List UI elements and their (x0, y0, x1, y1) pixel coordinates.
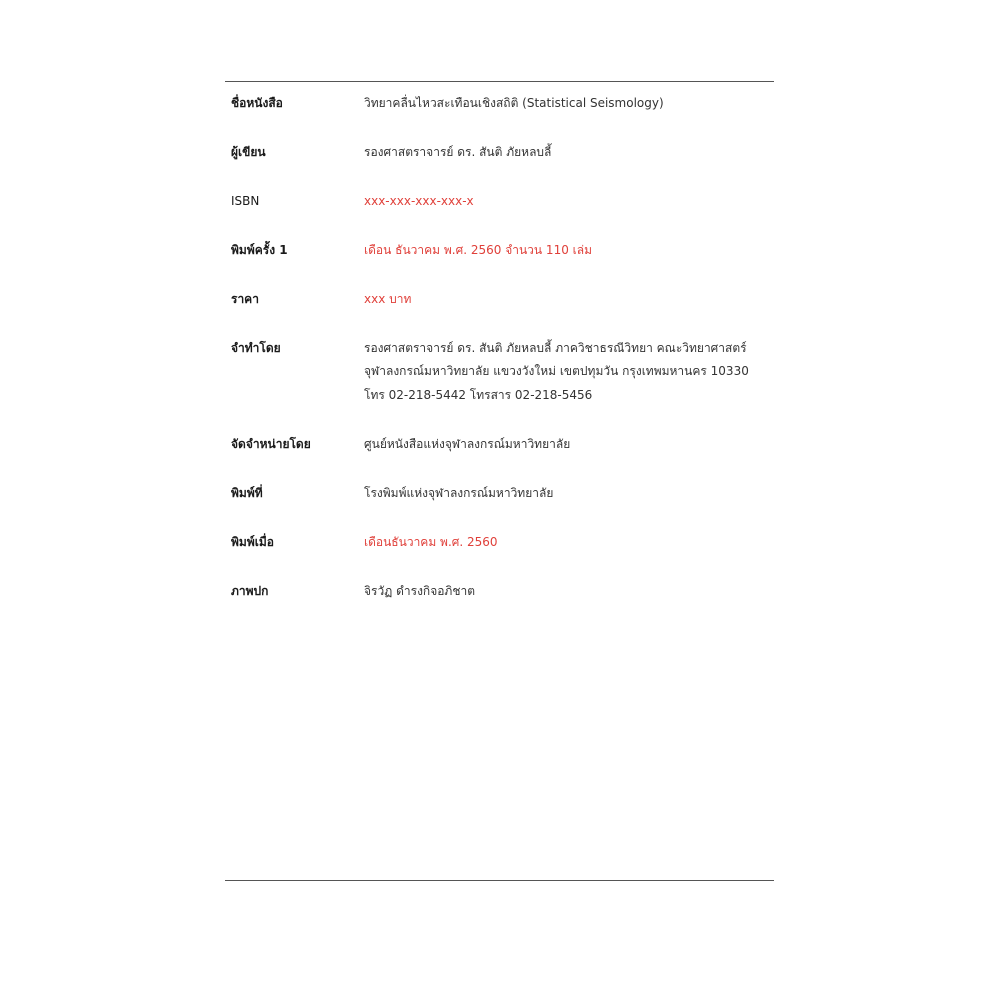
produced-by-line: โทร 02-218-5442 โทรสาร 02-218-5456 (364, 387, 593, 402)
edition-label: พิมพ์ครั้ง 1 (231, 243, 288, 257)
price-value: xxx บาท (364, 291, 412, 306)
cover-art-value: จิรวัฏ ดำรงกิจอภิชาต (364, 583, 476, 598)
produced-by-line: รองศาสตราจารย์ ดร. สันติ ภัยหลบลี้ ภาควิชาธรณีวิทยา คณะวิทยาศาสตร์ (364, 340, 747, 355)
bottom-divider (225, 880, 774, 881)
author-value: รองศาสตราจารย์ ดร. สันติ ภัยหลบลี้ (364, 144, 552, 159)
price-label: ราคา (231, 292, 259, 306)
book-info-table (231, 93, 776, 630)
info-row-print-date (231, 532, 776, 554)
isbn-value: xxx-xxx-xxx-xxx-x (364, 193, 474, 208)
print-date-value: เดือนธันวาคม พ.ศ. 2560 (364, 534, 498, 549)
top-divider (225, 81, 774, 82)
info-row-distributor (231, 434, 776, 456)
distributor-value: ศูนย์หนังสือแห่งจุฬาลงกรณ์มหาวิทยาลัย (364, 436, 571, 451)
cover-art-label: ภาพปก (231, 584, 269, 598)
author-label: ผู้เขียน (231, 145, 266, 159)
produced-by-line: จุฬาลงกรณ์มหาวิทยาลัย แขวงวังใหม่ เขตปทุมวัน กรุงเทพมหานคร 10330 (364, 364, 749, 378)
edition-value: เดือน ธันวาคม พ.ศ. 2560 จำนวน 110 เล่ม (364, 242, 593, 257)
isbn-label: ISBN (231, 194, 260, 208)
info-row-title (231, 93, 776, 115)
title-label: ชื่อหนังสือ (231, 96, 283, 110)
info-row-edition (231, 240, 776, 262)
title-value: วิทยาคลื่นไหวสะเทือนเชิงสถิติ (Statistical Seismology) (364, 95, 664, 110)
printer-label: พิมพ์ที่ (231, 486, 263, 500)
info-row-author (231, 142, 776, 164)
print-date-label: พิมพ์เมื่อ (231, 535, 274, 549)
distributor-label: จัดจำหน่ายโดย (231, 437, 311, 451)
info-row-printer (231, 483, 776, 505)
info-row-produced-by (231, 338, 776, 407)
info-row-isbn (231, 191, 776, 213)
produced-by-label: จำทำโดย (231, 341, 281, 355)
produced-by-value (364, 337, 776, 408)
info-row-price (231, 289, 776, 311)
info-row-cover-art (231, 581, 776, 603)
printer-value: โรงพิมพ์แห่งจุฬาลงกรณ์มหาวิทยาลัย (364, 485, 554, 500)
